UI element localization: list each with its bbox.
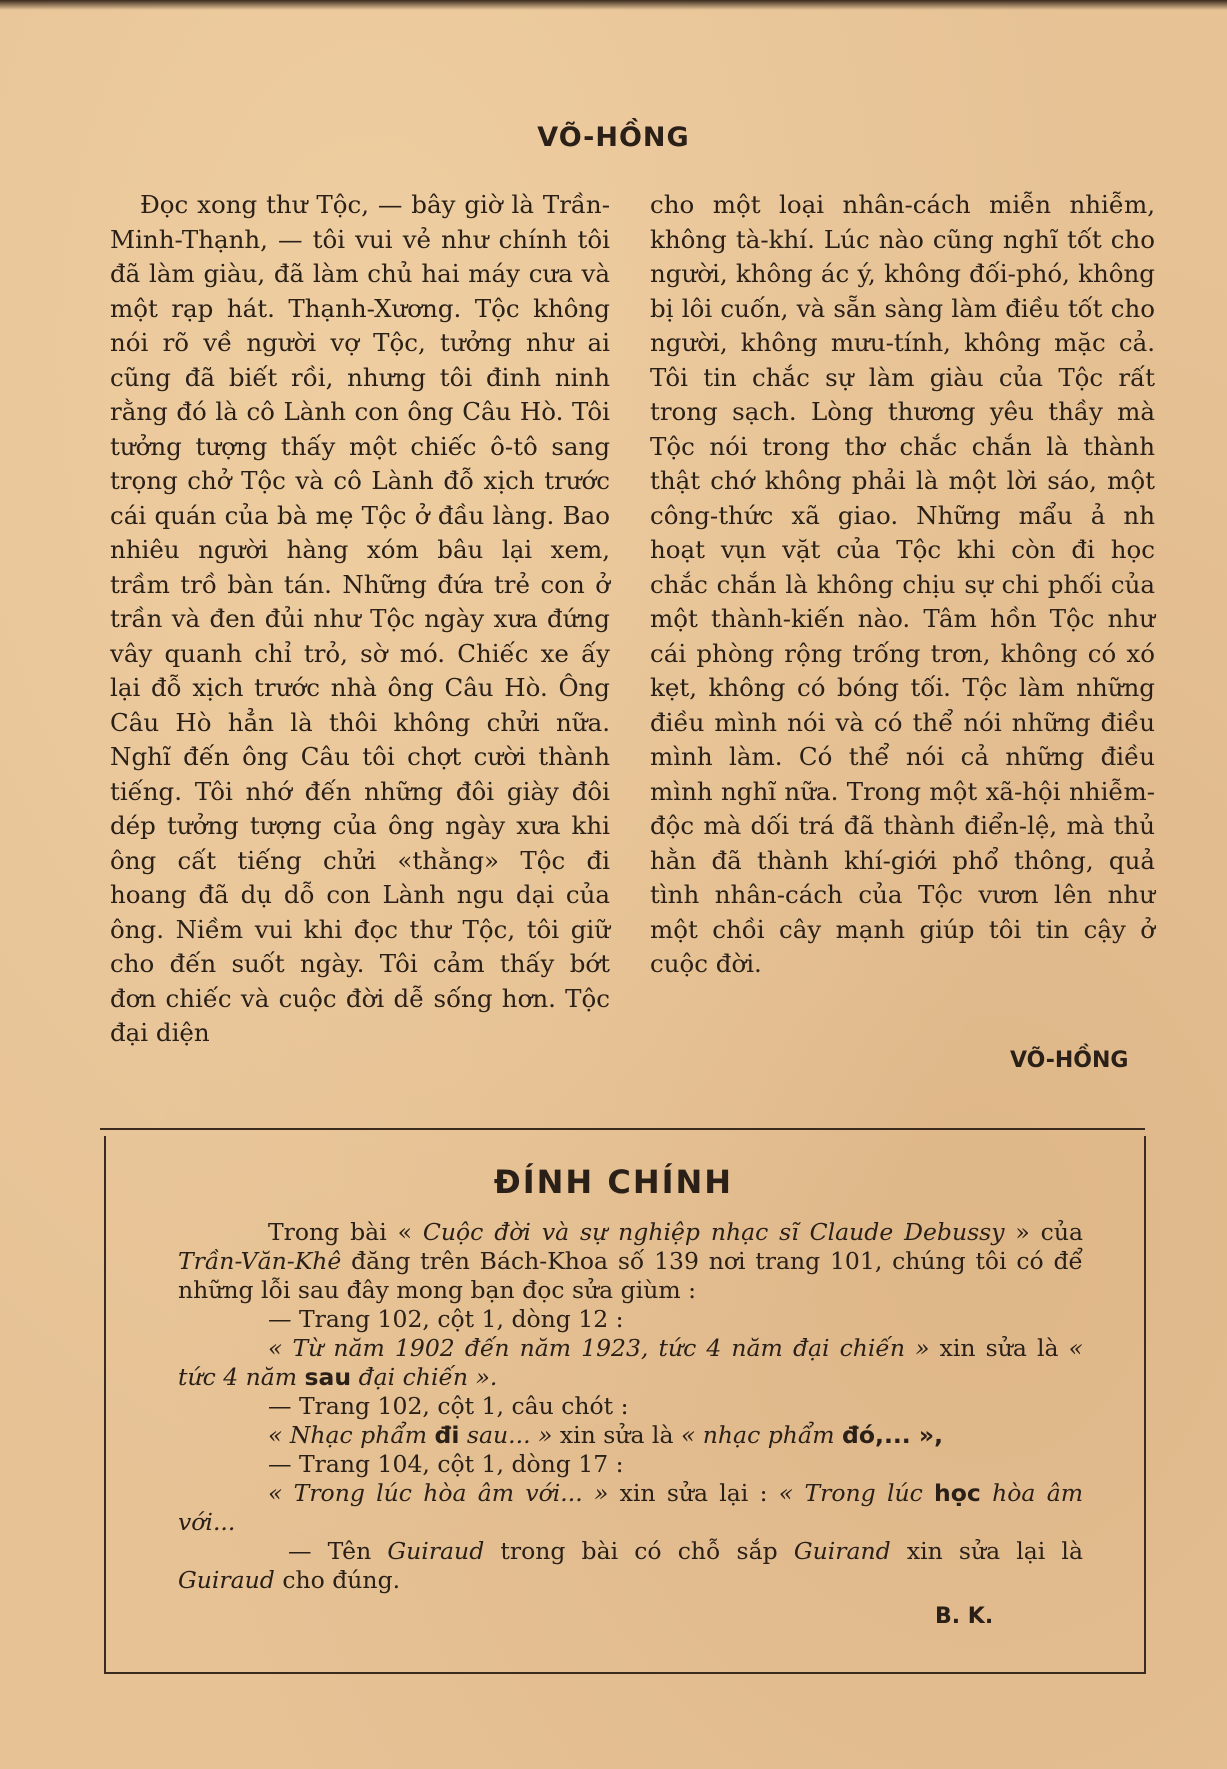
article-column-right (650, 188, 1155, 982)
correction-item-1-ref: — Trang 102, cột 1, dòng 12 : (268, 1305, 624, 1333)
correction-item-4: — Tên Guiraud trong bài có chỗ sắp Guirand xin sửa lại là Guiraud cho đúng. (178, 1537, 1083, 1594)
article-signature: VÕ-HỒNG (1010, 1048, 1129, 1073)
correction-signature: B. K. (935, 1604, 994, 1629)
correction-item-1: « Từ năm 1902 đến năm 1923, tức 4 năm đại chiến » xin sửa là « tức 4 năm sau đại chiến ». (178, 1334, 1083, 1391)
debussy-article-title: Cuộc đời và sự nghiệp nhạc sĩ Claude Debussy (422, 1218, 1005, 1246)
correction-body (178, 1218, 1083, 1595)
page-top-edge (0, 0, 1227, 10)
correction-item-3-ref: — Trang 104, cột 1, dòng 17 : (268, 1450, 624, 1478)
correction-item-3: « Trong lúc hòa âm với... » xin sửa lại : « Trong lúc học hòa âm với... (178, 1479, 1083, 1536)
running-header: VÕ-HỒNG (537, 122, 690, 153)
section-divider (100, 1128, 1145, 1130)
article-column-left (110, 188, 610, 1051)
correction-intro: Trong bài « Cuộc đời và sự nghiệp nhạc sĩ Claude Debussy » của Trần-Văn-Khê đăng trên Bách-Khoa số 139 nơi trang 101, chúng tôi có để những lỗi sau đây mong bạn đọc sửa giùm : (178, 1218, 1083, 1304)
article-paragraph-right: cho một loại nhân-cách miễn nhiễm, không tà-khí. Lúc nào cũng nghĩ tốt cho người, không ác ý, không đối-phó, không bị lôi cuốn, và sẵn sàng làm điều tốt cho người, không mưu-tính, không mặc cả. Tôi tin chắc sự làm giàu của Tộc rất trong sạch. Lòng thương yêu thầy mà Tộc nói trong thơ chắc chắn là thành thật chớ không phải là một lời sáo, một công-thức xã giao. Những mẩu ả nh hoạt vụn vặt của Tộc khi còn đi học chắc chắn là không chịu sự chi phối của một thành-kiến nào. Tâm hồn Tộc như cái phòng rộng trống trơn, không có xó kẹt, không có bóng tối. Tộc làm những điều mình nói và có thể nói những điều mình làm. Có thể nói cả những điều mình nghĩ nữa. Trong một xã-hội nhiễm-độc mà dối trá đã thành điển-lệ, mà thủ hằn đã thành khí-giới phổ thông, quả tình nhân-cách của Tộc vươn lên như một chồi cây mạnh giúp tôi tin cậy ở cuộc đời. (650, 190, 1155, 978)
correction-title: ĐÍNH CHÍNH (493, 1163, 734, 1201)
author-name: Trần-Văn-Khê (178, 1247, 342, 1275)
correction-item-2-ref: — Trang 102, cột 1, câu chót : (268, 1392, 629, 1420)
correction-item-2: « Nhạc phẩm đi sau... » xin sửa là « nhạc phẩm đó,... », (268, 1421, 944, 1449)
article-paragraph-left: Đọc xong thư Tộc, — bây giờ là Trần-Minh-Thạnh, — tôi vui vẻ như chính tôi đã làm giàu, đã làm chủ hai máy cưa và một rạp hát. Thạnh-Xương. Tộc không nói rõ về người vợ Tộc, tưởng như ai cũng đã biết rồi, nhưng tôi đinh ninh rằng đó là cô Lành con ông Câu Hò. Tôi tưởng tượng thấy một chiếc ô-tô sang trọng chở Tộc và cô Lành đỗ xịch trước cái quán của bà mẹ Tộc ở đầu làng. Bao nhiêu người hàng xóm bâu lại xem, trầm trồ bàn tán. Những đứa trẻ con ở trần và đen đủi như Tộc ngày xưa đứng vây quanh chỉ trỏ, sờ mó. Chiếc xe ấy lại đỗ xịch trước nhà ông Câu Hò. Ông Câu Hò hẳn là thôi không chửi nữa. Nghĩ đến ông Câu tôi chợt cười thành tiếng. Tôi nhớ đến những đôi giày đôi dép tưởng tượng của ông ngày xưa khi ông cất tiếng chửi «thằng» Tộc đi hoang đã dụ dỗ con Lành ngu dại của ông. Niềm vui khi đọc thư Tộc, tôi giữ cho đến suốt ngày. Tôi cảm thấy bớt đơn chiếc và cuộc đời dễ sống hơn. Tộc đại diện (110, 190, 610, 1047)
